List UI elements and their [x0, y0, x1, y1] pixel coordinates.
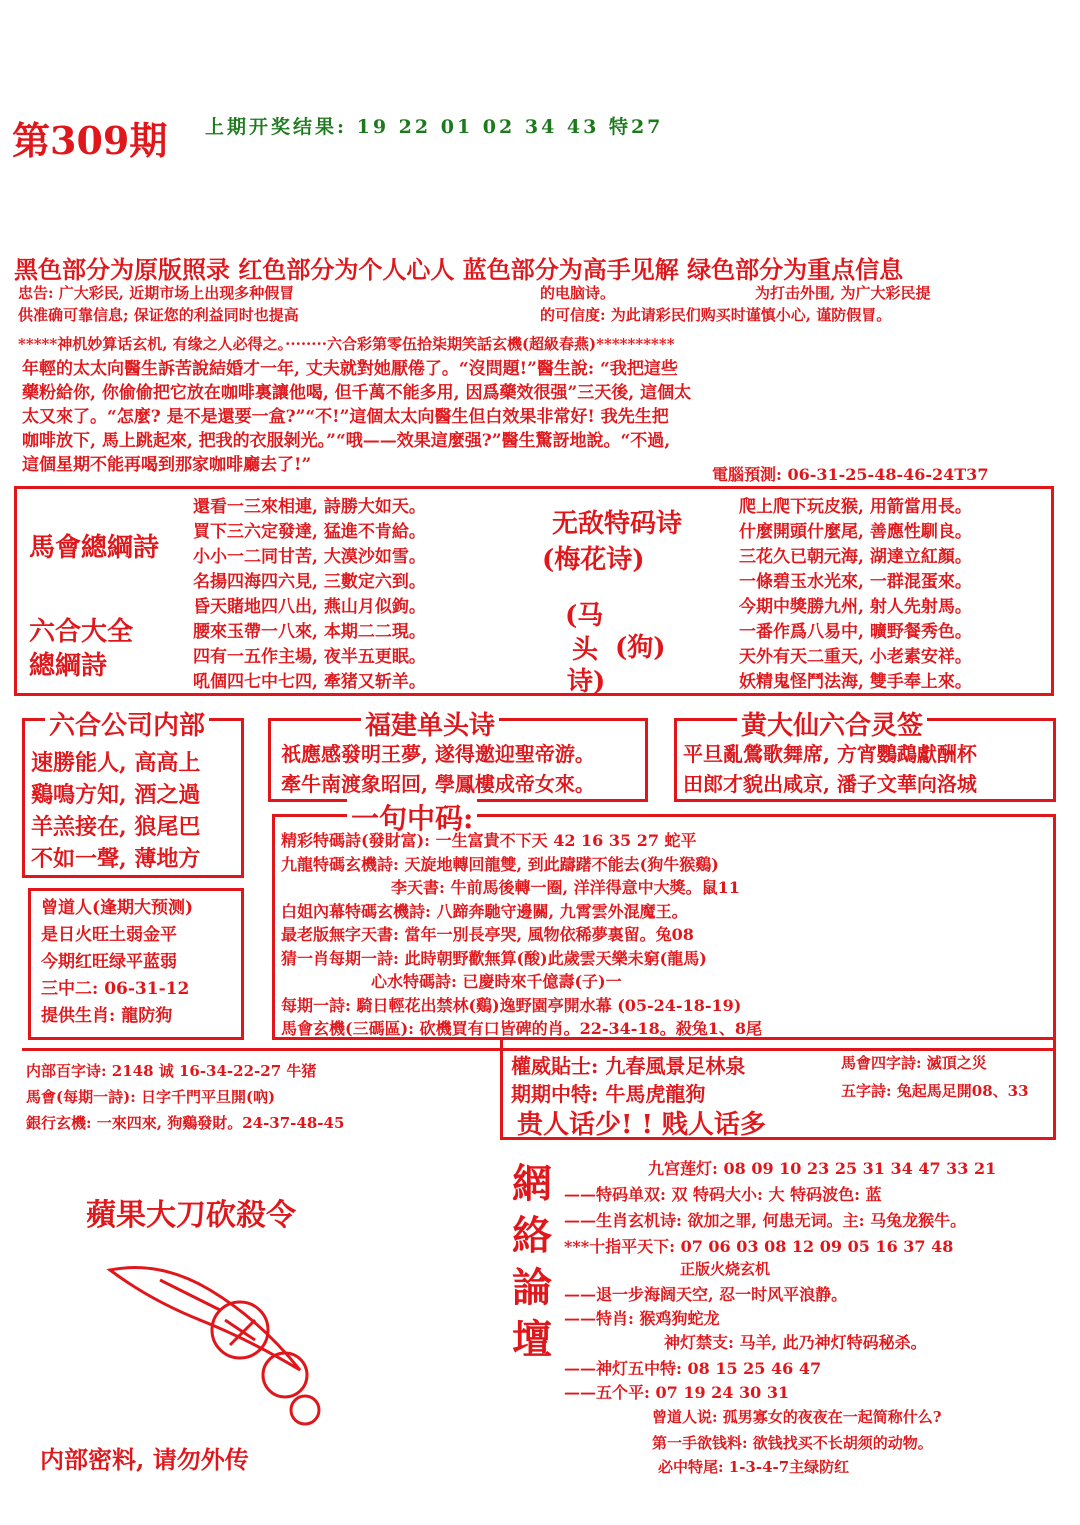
poem-line: 昏天賭地四八出, 燕山月似鉤。	[193, 597, 426, 617]
poem-title-main: 馬會總綱詩	[29, 533, 160, 563]
notice-line-1a: 忠告: 广大彩民, 近期市场上出现多种假冒	[18, 284, 295, 302]
poem-line: 一條碧玉水光來, 一群混蛋來。	[739, 572, 972, 592]
fujian-title: 福建单头诗	[361, 705, 499, 742]
bottom-left-line: 内部百字诗: 2148 诚 16-34-22-27 牛猪	[26, 1062, 317, 1080]
company-line: 鷄鳴方知, 酒之過	[31, 782, 201, 808]
yiju-line: 馬會玄機(三碼區): 砍機買有口皆碑的肖。22-34-18。殺兔1、8尾	[281, 1019, 762, 1038]
forum-title-char: 論	[512, 1264, 552, 1311]
company-list	[31, 747, 200, 875]
wong-line: 田郎才貌出咸京, 潘子文華向洛城	[683, 772, 977, 796]
last-result: 上期开奖结果: 19 22 01 02 34 43 特27	[205, 116, 664, 138]
mid-poem-t2: 头	[572, 635, 599, 665]
joke-line: 咖啡放下, 馬上跳起來, 把我的衣服剝光。”“哦——效果這麼强?”醫生驚訝地說。“不過,	[22, 431, 671, 451]
yiju-line: 心水特碼詩: 已慶時來千億壽(子)一	[371, 972, 622, 991]
forum-line: 曾道人说: 孤男寡女的夜夜在一起简称什么?	[652, 1408, 942, 1426]
company-title: 六合公司内部	[45, 705, 209, 742]
forum-title-chars	[512, 1158, 552, 1366]
yiju-line: 九龍特碼玄機詩: 天旋地轉回龍雙, 到此躊躇不能去(狗牛猴鷄)	[281, 854, 719, 874]
notice-line-1b: 的电脑诗。	[540, 284, 616, 302]
period-special: 期期中特: 牛馬虎龍狗	[511, 1082, 706, 1106]
five-char-poem: 五字詩: 兔起馬足開08、33	[841, 1082, 1029, 1100]
company-line: 速勝能人, 高高上	[31, 750, 201, 776]
forum-line: 必中特尾: 1-3-4-7主绿防红	[658, 1458, 850, 1476]
joke-line: 年輕的太太向醫生訴苦說結婚才一年, 丈夫就對她厭倦了。“沒問題!”醫生說: “我把這些	[22, 359, 678, 379]
poem-line: 買下三六定發達, 猛進不肯給。	[193, 522, 426, 542]
knife-illustration	[100, 1250, 340, 1430]
mid-poem-subtitle: (梅花诗)	[542, 545, 645, 575]
fujian-line: 牽牛南渡象昭回, 學鳳樓成帝女來。	[281, 772, 595, 796]
poem-line: 還看一三來相連, 詩勝大如天。	[193, 497, 426, 517]
poem-line: 爬上爬下玩皮猴, 用箭當用長。	[739, 497, 972, 517]
forum-line: ——五个平: 07 19 24 30 31	[564, 1383, 790, 1402]
poems-box	[14, 486, 1054, 696]
slogan: 贵人话少! ! 贱人话多	[517, 1110, 766, 1140]
forum-line: ***十指平天下: 07 06 03 08 12 09 05 16 37 48	[564, 1237, 954, 1256]
joke-line: 太又來了。“怎麼? 是不是還要一盒?”“不!”這個太太向醫生但白效果非常好! 我先生把	[22, 407, 669, 427]
poem-line: 三花久已朝元海, 湖達立紅顏。	[739, 547, 972, 567]
forum-line: ——特码单双: 双 特码大小: 大 特码波色: 蓝	[564, 1185, 882, 1204]
forum-line: 正版火烧玄机	[680, 1260, 771, 1278]
forum-title-char: 網	[512, 1160, 552, 1207]
poem-line: 什麼開頭什麼尾, 善應性馴良。	[739, 522, 972, 542]
company-line: 不如一聲, 薄地方	[31, 846, 201, 872]
mid-poem-t3: (狗)	[615, 633, 666, 663]
color-legend: 黑色部分为原版照录 红色部分为个人心人 蓝色部分为高手见解 绿色部分为重点信息	[14, 255, 904, 284]
poem-title-liuhe-sub: 總綱詩	[29, 651, 108, 681]
wong-list	[683, 739, 977, 799]
poem-line: 天外有天二重天, 小老素安祥。	[739, 647, 972, 667]
zeng-box	[28, 888, 244, 1040]
issue-number: 第309期	[12, 118, 168, 163]
poem-line: 四有一五作主場, 夜半五更眠。	[193, 647, 426, 667]
company-line: 羊羔接在, 狼尾巴	[31, 814, 201, 840]
yiju-line: 每期一詩: 騎日輕花出禁林(鷄)逸野園亭開水幕 (05-24-18-19)	[281, 995, 742, 1015]
apple-title: 蘋果大刀砍殺令	[86, 1198, 296, 1233]
yiju-line: 李天書: 牛前馬後轉一圈, 洋洋得意中大獎。鼠11	[391, 878, 740, 897]
mid-poem-t1: (马	[565, 601, 604, 631]
poem-line: 今期中獎勝九州, 射人先射馬。	[739, 597, 972, 617]
notice-line-2a: 供准确可靠信息; 保证您的利益同时也提高	[18, 306, 299, 324]
wong-title: 黄大仙六合灵签	[737, 705, 927, 742]
poem-line: 妖精鬼怪鬥法海, 雙手奉上來。	[739, 672, 972, 692]
yiju-line: 最老版無字天書: 當年一別長亭哭, 風物依稀夢裏留。兔08	[281, 925, 694, 944]
bottom-left-line: 銀行玄機: 一來四來, 狗鷄發財。24-37-48-45	[26, 1114, 345, 1132]
apple-footer: 内部密料, 请勿外传	[40, 1445, 249, 1474]
wong-line: 平旦亂鶯歌舞席, 方宵鸚鵡獻酬杯	[683, 742, 977, 766]
poem-line: 名揚四海四六見, 三數定六到。	[193, 572, 426, 592]
notice-line-2b: 的可信度: 为此请彩民们购买时谨慎小心, 谨防假冒。	[540, 306, 892, 324]
poem-title-liuhe: 六合大全	[29, 617, 134, 647]
forum-line: 第一手欲钱料: 欲钱找买不长胡须的动物。	[652, 1434, 933, 1452]
mid-poem-t4: 诗)	[567, 667, 606, 697]
fujian-line: 祇應感發明王夢, 遂得邀迎聖帝游。	[281, 742, 595, 766]
forum-vertical-title	[508, 1158, 556, 1368]
yiju-box	[272, 802, 1056, 1040]
company-box	[22, 711, 244, 878]
poem-line: 吼個四七中七四, 牽猪又斩羊。	[193, 672, 426, 692]
knife-icon	[110, 1268, 319, 1425]
poem-line: 腰來玉帶一八來, 本期二二現。	[193, 622, 426, 642]
zeng-line: 是日火旺土弱金平	[41, 925, 177, 945]
forum-line: ——特肖: 猴鸡狗蛇龙	[564, 1309, 720, 1328]
joke-title: *****神机妙算话玄机, 有缘之人必得之。········六合彩第零伍拾柒期笑話玄機(超級春燕)**********	[18, 335, 675, 353]
forum-title-char: 壇	[512, 1316, 552, 1363]
computer-prediction: 電腦預測: 06-31-25-48-46-24T37	[712, 465, 989, 484]
yiju-line: 白姐內幕特碼玄機詩: 八蹄奔馳守邊關, 九霄雲外混魔王。	[281, 901, 688, 921]
joke-line: 這個星期不能再喝到那家咖啡廳去了!”	[22, 455, 312, 475]
fujian-list	[281, 739, 595, 799]
yiju-line: 精彩特碼詩(發財富): 一生富貴不下天 42 16 35 27 蛇平	[281, 831, 697, 850]
authority-tip: 權威貼士: 九春風景足林泉	[511, 1054, 746, 1078]
poem-left-list	[193, 495, 426, 695]
bottom-left-line: 馬會(每期一詩): 日字千門平旦開(吶)	[26, 1088, 276, 1106]
yiju-list	[281, 829, 762, 1041]
bottom-left-list	[26, 1058, 344, 1136]
poem-right-list	[739, 495, 972, 695]
forum-title-char: 絡	[512, 1212, 552, 1259]
zeng-list	[41, 895, 193, 1030]
zeng-line: 提供生肖: 龍防狗	[41, 1006, 173, 1026]
forum-line: ——神灯五中特: 08 15 25 46 47	[564, 1359, 822, 1378]
four-char-poem: 馬會四字詩: 滅頂之災	[841, 1054, 987, 1072]
poem-line: 一番作爲八易中, 曠野餐秀色。	[739, 622, 972, 642]
yiju-title: 一句中码:	[347, 797, 477, 837]
joke-line: 藥粉給你, 你偷偷把它放在咖啡裏讓他喝, 但千萬不能多用, 因爲藥效很强”三天後, 這個太	[22, 383, 692, 403]
poem-line: 小小一二同甘苦, 大漠沙如雪。	[193, 547, 426, 567]
wong-box	[674, 711, 1056, 802]
fujian-box	[268, 711, 648, 802]
zeng-title: 曾道人(逢期大预测)	[41, 898, 194, 918]
forum-line: ——退一步海阔天空, 忍一时风平浪静。	[564, 1285, 848, 1304]
yiju-line: 猜一肖每期一詩: 此時朝野歡無算(酸)此歲雲天樂未窮(龍馬)	[281, 948, 707, 968]
authority-box	[500, 1040, 1056, 1140]
notice-line-1c: 为打击外围, 为广大彩民提	[755, 284, 931, 302]
forum-line: 九宫莲灯: 08 09 10 23 25 31 34 47 33 21	[648, 1159, 997, 1178]
forum-line: 神灯禁支: 马羊, 此乃神灯特码秘杀。	[664, 1333, 927, 1352]
zeng-line: 今期红旺绿平蓝弱	[41, 952, 177, 972]
zeng-line: 三中二: 06-31-12	[41, 979, 190, 999]
mid-poem-title: 无敌特码诗	[552, 509, 683, 539]
forum-line: ——生肖玄机诗: 欲加之罪, 何患无词。主: 马兔龙猴牛。	[564, 1211, 967, 1230]
